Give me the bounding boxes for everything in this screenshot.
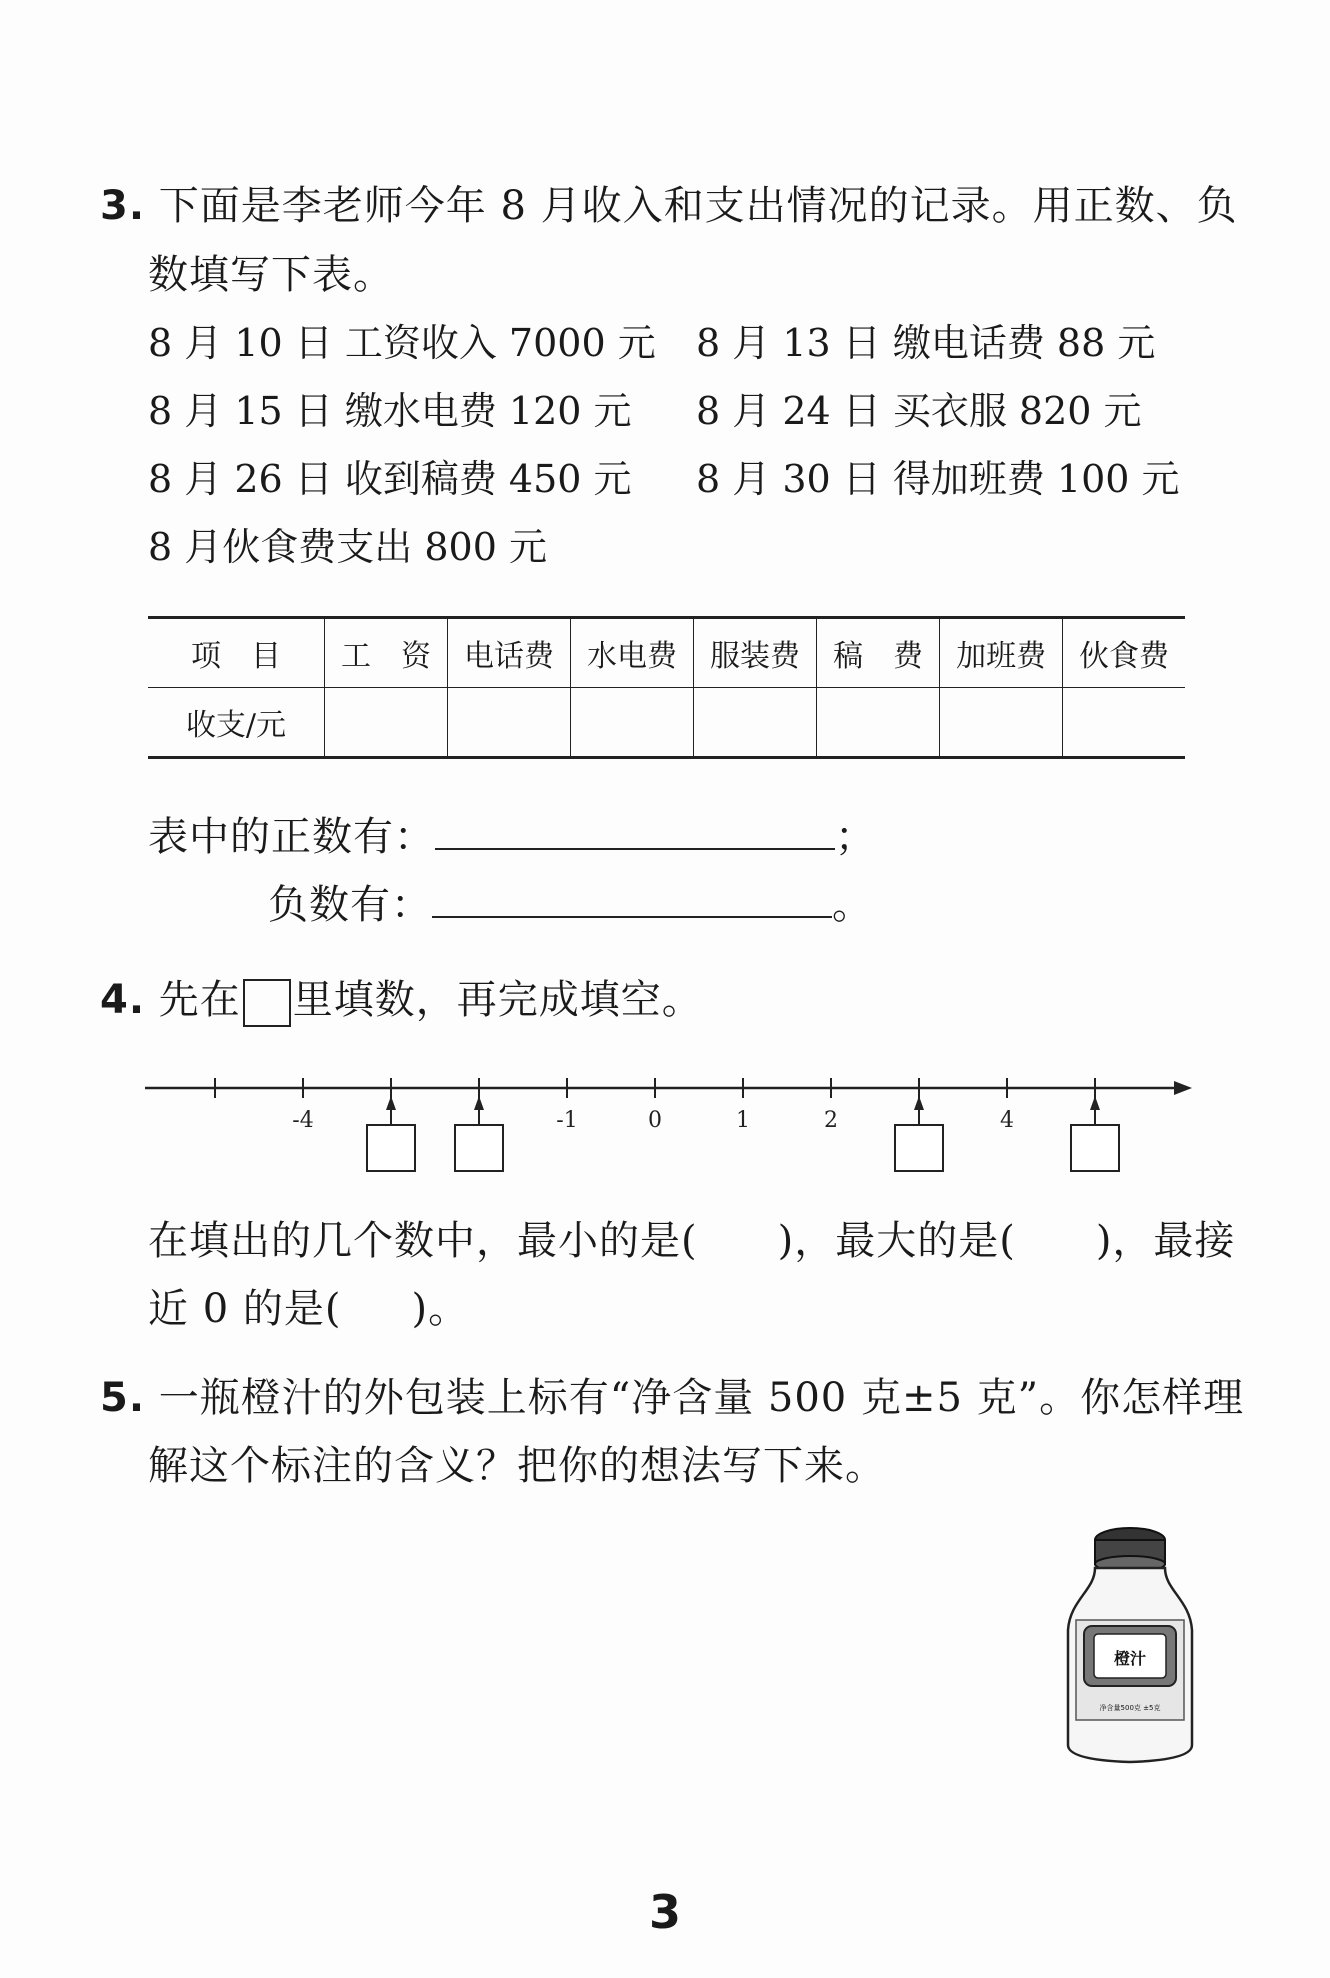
answer-box-1[interactable] <box>367 1125 415 1171</box>
q4-text-before: 先在 <box>158 977 241 1023</box>
pointer-arrow-icon <box>1090 1096 1100 1110</box>
header-cell: 加班费 <box>940 618 1063 688</box>
positive-answer-blank[interactable] <box>435 810 835 850</box>
fill-text: 近 0 的是( <box>148 1286 342 1332</box>
answer-cell-phone[interactable] <box>448 688 571 758</box>
q3-number: 3. <box>100 183 146 229</box>
header-cell: 服装费 <box>694 618 817 688</box>
answer-cell-wage[interactable] <box>325 688 448 758</box>
tick-label: 4 <box>1000 1108 1014 1133</box>
pointer-arrow-icon <box>474 1096 484 1110</box>
q3-text-line2: 数填写下表。 <box>148 252 394 298</box>
answer-box-4[interactable] <box>1071 1125 1119 1171</box>
q5-text-line2: 解这个标注的含义？把你的想法写下来。 <box>148 1443 886 1489</box>
answer-cell-overtime[interactable] <box>940 688 1063 758</box>
q4-fill-line2 <box>148 1284 469 1334</box>
header-cell: 项 目 <box>148 618 325 688</box>
negative-line <box>268 878 873 930</box>
record-5: 8 月 26 日 收到稿费 450 元 <box>148 457 632 501</box>
q3-text-line1: 下面是李老师今年 8 月收入和支出情况的记录。用正数、负 <box>158 183 1238 229</box>
answer-cell-food[interactable] <box>1063 688 1185 758</box>
tick-label: -1 <box>556 1108 578 1133</box>
header-cell: 电话费 <box>448 618 571 688</box>
page-number: 3 <box>648 1885 681 1939</box>
q3-line1 <box>100 181 1238 231</box>
q5-line1 <box>100 1373 1244 1423</box>
record-2: 8 月 13 日 缴电话费 88 元 <box>696 321 1156 365</box>
juice-bottle-icon <box>1060 1520 1200 1770</box>
q5-number: 5. <box>100 1375 146 1421</box>
fill-text: 在填出的几个数中，最小的是( <box>148 1218 698 1264</box>
tick-label: 1 <box>736 1108 750 1133</box>
tick-label: 2 <box>824 1108 838 1133</box>
tick-label: -4 <box>292 1108 314 1133</box>
table-header-row <box>148 618 1185 688</box>
row-label: 收支/元 <box>148 688 325 758</box>
q4-line <box>100 975 703 1027</box>
q5-text-line1: 一瓶橙汁的外包装上标有“净含量 500 克±5 克”。你怎样理 <box>158 1375 1245 1421</box>
axis-arrow-icon <box>1174 1081 1192 1095</box>
negative-end: 。 <box>832 882 873 928</box>
record-4: 8 月 24 日 买衣服 820 元 <box>696 389 1142 433</box>
record-3: 8 月 15 日 缴水电费 120 元 <box>148 389 632 433</box>
q4-fill-line1 <box>148 1216 1235 1266</box>
fill-text: )，最接 <box>1095 1218 1236 1264</box>
record-1: 8 月 10 日 工资收入 7000 元 <box>148 321 656 365</box>
positive-line <box>148 810 876 862</box>
positive-end: ； <box>835 814 876 860</box>
q4-text-after: 里填数，再完成填空。 <box>292 977 703 1023</box>
q4-number: 4. <box>100 977 146 1023</box>
header-cell: 稿 费 <box>817 618 940 688</box>
header-cell: 工 资 <box>325 618 448 688</box>
bottle-label: 橙汁 <box>1113 1649 1147 1668</box>
answer-cell-royalty[interactable] <box>817 688 940 758</box>
record-6: 8 月 30 日 得加班费 100 元 <box>696 457 1180 501</box>
positive-label: 表中的正数有： <box>148 814 435 860</box>
table-row <box>148 688 1185 758</box>
sample-box-icon <box>243 979 291 1027</box>
answer-box-2[interactable] <box>455 1125 503 1171</box>
header-cell: 水电费 <box>571 618 694 688</box>
pointer-arrow-icon <box>386 1096 396 1110</box>
negative-answer-blank[interactable] <box>432 878 832 918</box>
number-line <box>140 1060 1200 1190</box>
header-cell: 伙食费 <box>1063 618 1185 688</box>
pointer-arrow-icon <box>914 1096 924 1110</box>
bottle-small-text: 净含量500克 ±5克 <box>1099 1704 1161 1712</box>
answer-box-3[interactable] <box>895 1125 943 1171</box>
negative-label: 负数有： <box>268 882 432 928</box>
answer-cell-utility[interactable] <box>571 688 694 758</box>
fill-text: )，最大的是( <box>777 1218 1016 1264</box>
income-expense-table <box>148 616 1185 759</box>
answer-cell-clothes[interactable] <box>694 688 817 758</box>
record-7: 8 月伙食费支出 800 元 <box>148 525 547 569</box>
fill-text: )。 <box>411 1286 470 1332</box>
tick-label: 0 <box>648 1108 662 1133</box>
